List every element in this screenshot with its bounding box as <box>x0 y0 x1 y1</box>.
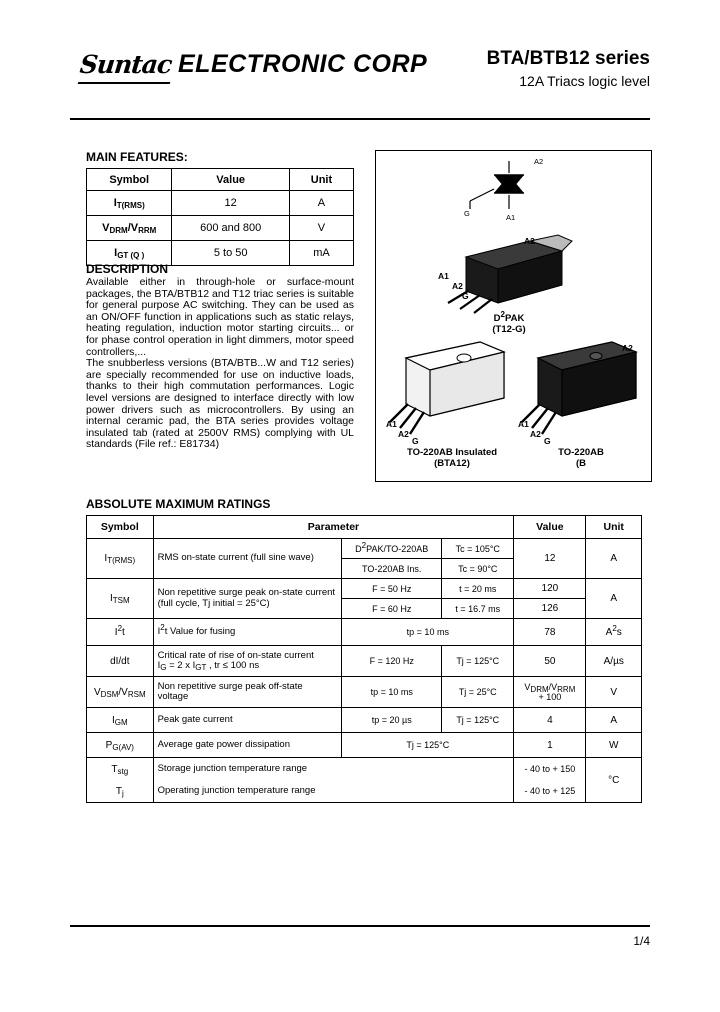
amr-cond-a: TO-220AB Ins. <box>342 559 442 579</box>
footer-divider <box>70 925 650 927</box>
document-title: BTA/BTB12 series <box>486 48 650 69</box>
company-logo-script: Suntac <box>78 50 173 79</box>
table-row <box>87 708 642 733</box>
description-text <box>86 277 354 451</box>
amr-cond-b: Tc = 105°C <box>442 539 514 559</box>
sym-sub: j <box>121 788 124 798</box>
amr-header-symbol: Symbol <box>87 516 154 539</box>
table-row <box>87 677 642 708</box>
description-heading: DESCRIPTION <box>86 262 169 276</box>
amr-symbol-igm <box>87 708 154 733</box>
amr-symbol-pgav <box>87 733 154 758</box>
d2pak-pin-a2b-label: A2 <box>452 281 463 291</box>
schematic-pin-a1-label: A1 <box>506 213 516 222</box>
page-header <box>70 42 650 104</box>
amr-value-it-rms: 12 <box>514 539 586 579</box>
sym-sub: TSM <box>112 596 130 605</box>
logo-underline-decoration <box>78 82 171 84</box>
table-header-row <box>87 516 642 539</box>
main-features-table <box>86 168 354 266</box>
company-logo-text: ELECTRONIC CORP <box>178 50 428 78</box>
table-row <box>87 191 354 216</box>
sym-main: I <box>114 247 118 259</box>
features-header-symbol: Symbol <box>87 169 172 191</box>
table-row <box>87 619 642 646</box>
amr-header-parameter: Parameter <box>153 516 514 539</box>
features-unit-cell: V <box>289 216 353 241</box>
to220ins-pin-a1-label: A1 <box>386 419 397 429</box>
table-row <box>87 646 642 677</box>
table-row <box>87 758 642 781</box>
d2pak-caption-line1: $D^2PAK$ <box>493 310 525 324</box>
sym-sub: GT (Q ) <box>117 251 145 260</box>
header-divider <box>70 118 650 120</box>
features-symbol-cell <box>87 191 172 216</box>
amr-symbol-tstg <box>87 758 154 781</box>
amr-symbol-tj <box>87 780 154 803</box>
amr-cond-b: t = 20 ms <box>442 579 514 599</box>
sym-main: P <box>105 739 113 751</box>
amr-value-pgav: 1 <box>514 733 586 758</box>
features-unit-cell: A <box>289 191 353 216</box>
sym-sub: T(RMS) <box>107 556 136 565</box>
amr-cond-a: F = 120 Hz <box>342 646 442 677</box>
amr-value-igm: 4 <box>514 708 586 733</box>
table-row <box>87 780 642 803</box>
sym-main: I <box>104 553 108 564</box>
d2pak-pin-a1-label: A1 <box>438 271 449 281</box>
amr-unit-it-rms: A <box>586 539 642 579</box>
sym-main: T <box>111 763 118 775</box>
amr-param-pgav: Average gate power dissipation <box>153 733 342 758</box>
sym-sub: DRM <box>109 226 128 235</box>
amr-param-igm: Peak gate current <box>153 708 342 733</box>
sym-main: I <box>111 714 115 726</box>
sym-sub: T(RMS) <box>116 201 145 210</box>
to220-pin-a2b-label: A2 <box>530 429 541 439</box>
to220-pin-a1-label: A1 <box>518 419 529 429</box>
amr-param-i2t: $I^2t$ Value for fusing <box>153 619 342 646</box>
schematic-pin-a2-label: A2 <box>534 157 544 166</box>
to220ins-caption-line1: TO-220AB Insulated <box>406 447 498 458</box>
amr-param-it-rms: RMS on-state current (full sine wave) <box>153 539 342 579</box>
to220-caption <box>526 447 636 469</box>
amr-cond-a: F = 50 Hz <box>342 579 442 599</box>
amr-unit-igm: A <box>586 708 642 733</box>
package-figure-box <box>375 150 652 482</box>
to220ins-pin-a2-label: A2 <box>398 429 409 439</box>
table-row <box>87 733 642 758</box>
amr-cond-a: F = 60 Hz <box>342 599 442 619</box>
amr-cond-i2t: tp = 10 ms <box>342 619 514 646</box>
table-row <box>87 539 642 559</box>
amr-unit-pgav: W <box>586 733 642 758</box>
description-paragraph-2: The snubberless versions (BTA/BTB...W and T12 series) are specially recommended for use on inductive loads, thanks to their high commutation performances. Logic level versions are designed to interface directly with low power drivers such as microcontrollers. By using an internal ceramic pad, the BTA series provides voltage insulated tab (rated at 2500V RMS) complying with UL standards (File ref.: E81734) <box>86 357 354 451</box>
d2pak-caption-line2: (T12-G) <box>492 324 526 335</box>
amr-value-didt: 50 <box>514 646 586 677</box>
sym-sub: GM <box>114 717 128 727</box>
amr-cond-b: Tj = 125°C <box>442 708 514 733</box>
sym-main: I <box>113 197 117 209</box>
amr-unit-i2t: $A^2s$ <box>586 619 642 646</box>
amr-symbol-didt: dI/dt <box>87 646 154 677</box>
amr-unit-vdsm: V <box>586 677 642 708</box>
amr-param-didt: Critical rate of rise of on-state current $I_G = 2$ x $I_{GT}$ , tr ≤ 100 ns <box>153 646 342 677</box>
amr-header-unit: Unit <box>586 516 642 539</box>
features-symbol-cell <box>87 216 172 241</box>
sym-main: T <box>115 785 122 797</box>
amr-cond-b: Tj = 25°C <box>442 677 514 708</box>
table-row <box>87 216 354 241</box>
d2pak-pin-g-label: G <box>462 291 469 301</box>
document-subtitle: 12A Triacs logic level <box>519 73 650 89</box>
amr-cond-a: tp = 10 ms <box>342 677 442 708</box>
absolute-maximum-ratings-table <box>86 515 642 803</box>
amr-symbol-it-rms <box>87 539 154 579</box>
amr-param-tstg: Storage junction temperature range <box>153 758 514 781</box>
table-row <box>87 579 642 599</box>
sym-sub2: RRM <box>138 226 157 235</box>
to220-caption-line2: (B <box>575 458 587 469</box>
sym-main: V <box>102 222 110 234</box>
to220-caption-line1: TO-220AB <box>558 447 604 458</box>
amr-unit-temp: °C <box>586 758 642 803</box>
amr-symbol-i2t: $I^2t$ <box>87 619 154 646</box>
amr-cond-b: t = 16.7 ms <box>442 599 514 619</box>
features-header-unit: Unit <box>289 169 353 191</box>
amr-cond-b: Tj = 125°C <box>442 646 514 677</box>
amr-unit-itsm: A <box>586 579 642 619</box>
amr-cond-b: Tc = 90°C <box>442 559 514 579</box>
to220ins-pin-g-label: G <box>412 436 419 446</box>
amr-value-vdsm: $V_{DRM}/V_{RRM}$ + 100 <box>514 677 586 708</box>
sym-main: I <box>109 593 113 604</box>
table-header-row <box>87 169 354 191</box>
sym-main2: /V <box>127 222 139 234</box>
main-features-heading: MAIN FEATURES: <box>86 150 188 164</box>
schematic-pin-g-label: G <box>464 209 470 218</box>
features-value-cell: 12 <box>172 191 289 216</box>
amr-value-tstg: - 40 to + 150 <box>514 758 586 781</box>
sym-sub: stg <box>117 766 129 776</box>
to220-pin-a2-label: A2 <box>622 343 633 353</box>
amr-param-tj: Operating junction temperature range <box>153 780 514 803</box>
amr-header-value: Value <box>514 516 586 539</box>
amr-param-vdsm: Non repetitive surge peak off-state voltage <box>153 677 342 708</box>
amr-value-tj: - 40 to + 125 <box>514 780 586 803</box>
d2pak-package-drawing <box>438 229 588 319</box>
d2pak-caption <box>454 310 564 335</box>
sym-sub: G(AV) <box>112 742 134 752</box>
amr-cond-a: tp = 20 µs <box>342 708 442 733</box>
amr-heading: ABSOLUTE MAXIMUM RATINGS <box>86 497 271 511</box>
features-header-value: Value <box>172 169 289 191</box>
amr-unit-didt: A/µs <box>586 646 642 677</box>
amr-symbol-itsm <box>87 579 154 619</box>
to220ins-caption-line2: (BTA12) <box>434 458 470 469</box>
amr-cond-a: $D^2PAK/TO-220AB$ <box>342 539 442 559</box>
amr-value-itsm-50hz: 120 <box>514 579 586 599</box>
d2pak-pin-a2-label: A2 <box>524 236 535 246</box>
amr-cond-pgav: Tj = 125°C <box>342 733 514 758</box>
amr-symbol-vdsm: $V_{DSM}/V_{RSM}$ <box>87 677 154 708</box>
amr-param-itsm: Non repetitive surge peak on-state current (full cycle, Tj initial = 25°C) <box>153 579 342 619</box>
description-paragraph-1: Available either in through-hole or surface-mount packages, the BTA/BTB12 and T12 triac series is suitable for general purpose AC switching. They can be used as an ON/OFF function in applications such as static relays, heating regulation, induction motor starting circuits... or for phase control operation in light dimmers, motor speed controllers,... <box>86 276 354 358</box>
amr-value-itsm-60hz: 126 <box>514 599 586 619</box>
page-number: 1/4 <box>633 934 650 948</box>
features-value-cell: 5 to 50 <box>172 241 289 266</box>
features-unit-cell: mA <box>289 241 353 266</box>
features-value-cell: 600 and 800 <box>172 216 289 241</box>
to220ins-caption <box>382 447 522 469</box>
amr-value-i2t: 78 <box>514 619 586 646</box>
to220-pin-g-label: G <box>544 436 551 446</box>
